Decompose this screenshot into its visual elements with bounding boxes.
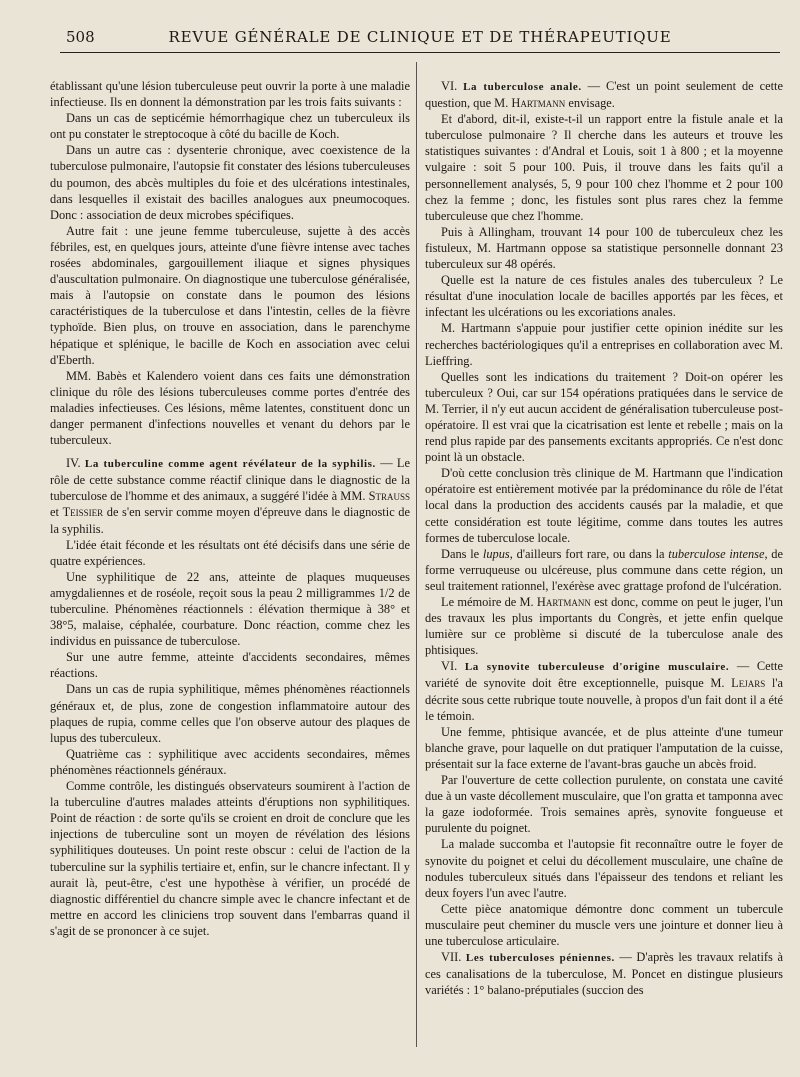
author-name: Hartmann [536,595,591,609]
author-name: Lejars [731,676,766,691]
text-run: — C'est un point seulement de cette question, que M. [425,79,783,111]
paragraph: MM. Babès et Kalendero voient dans ces faits une démonstration clinique du rôle des lésions tuberculeuses comme portes d'entrée des maladies infectieuses. Ces lésions, même latentes, constituent donc un danger permanent d'infections nouvelles et venant du dehors par le tuberculeux. [50,368,410,448]
paragraph: Puis à Allingham, trouvant 14 pour 100 de tuberculeux chez les fistuleux, M. Hartmann oppose sa statistique personnelle donnant 23 tuberculeux sur 48 opérés. [425,224,783,272]
paragraph: D'où cette conclusion très clinique de M. Hartmann que l'indication opératoire est entièrement motivée par la prédominance du rôle de l'état local dans la production des accidents causés par la maladie, et que cette considération est toute légitime, comme dans toutes les autres formes de tuberculose locale. [425,466,783,545]
paragraph: La malade succomba et l'autopsie fit reconnaître outre le foyer de synovite du poignet et celui du décollement musculaire, une chaîne de nodules tuberculeux situés dans l'épaisseur des tendons et reliant les deux foyers l'un avec l'autre. [425,837,783,900]
author-name: Strauss [368,489,410,504]
paragraph: Dans un cas de rupia syphilitique, mêmes phénomènes réactionnels généraux et, de plus, zone de congestion inflammatoire autour des plaques de rupia, comme celles que l'on observe autour des plaques de lupus des tuberculeux. [50,682,410,745]
text-run: l'a décrite sous cette rubrique toute nouvelle, à propos d'un fait dont il a été le témoin. [425,676,783,723]
paragraph: L'idée était féconde et les résultats ont été décisifs dans une série de quatre expériences. [50,537,410,568]
paragraph [425,546,783,594]
section-number: VI. [441,659,458,674]
left-column [50,78,410,1048]
italic-term: lupus [482,546,510,561]
section-number: IV. [66,456,81,471]
page-number: 508 [66,28,95,46]
text-run: — D'après les travaux relatifs à ces canalisations de la tuberculose, M. Poncet en distingue plusieurs variétés : 1° balano-préputiales (succion des [425,950,783,998]
text-run: , de forme verruqueuse ou ulcéreuse, plus commune dans cette région, un seul traitement rationnel, l'exérèse avec grattage profond de l'ulcération. [425,546,783,593]
section-title: La tuberculose anale. [463,81,582,93]
paragraph: Sur une autre femme, atteinte d'accidents secondaires, mêmes réactions. [50,650,410,681]
text-run: envisage. [565,96,615,111]
section-vii-paragraph [425,949,783,998]
text-run: — Cette variété de synovite doit être exceptionnelle, puisque M. [425,659,783,691]
text-run: de s'en servir comme moyen d'épreuve dans le diagnostic de la syphilis. [50,505,410,536]
right-column [425,78,783,1048]
paragraph: Quatrième cas : syphilitique avec accidents secondaires, mêmes phénomènes réactionnels généraux. [50,746,410,777]
paragraph: Comme contrôle, les distingués observateurs soumirent à l'action de la tuberculine d'autres malades atteints d'éruptions non syphilitiques. Point de réaction : de sorte qu'ils se croient en droit de conclure que les injections de tuberculine sont un moyen de révélation des lésions syphilitiques douteuses. Un point reste obscur : celui de l'action de la tuberculine sur la syphilis tertiaire et, enfin, sur le chancre infectant. Il y aurait là, peut-être, c'est une hypothèse à vérifier, un procédé de diagnostic différentiel du chancre simple avec le chancre infectant et de mettre en accord les cliniciens trop souvent dans l'embarras quand il s'agit de se prononcer à ce sujet. [50,779,410,938]
section-number: VII. [441,950,462,965]
italic-term: tuberculose intense [668,546,765,561]
paragraph: Et d'abord, dit-il, existe-t-il un rapport entre la fistule anale et la tuberculose pulmonaire ? Il cherche dans les auteurs et trouve les statistiques suivantes : d'Andral et Louis, soit 1 à 800 ; et la moyenne vulgaire : soit 5 pour 100. Puis, il trouve dans les faits qu'il a personnellement analysés, 5, 9 pour 100 chez l'homme et 2 pour 100 chez la femme ; donc, les fistules sont plus rares chez la femme tuberculeuse que chez l'homme. [425,112,783,223]
text-run: et [50,505,63,520]
paragraph: établissant qu'une lésion tuberculeuse peut ouvrir la porte à une maladie infectieuse. Ils en donnent la démonstration par les trois faits suivants : [50,79,410,110]
section-number: VI. [441,79,458,93]
text-run: — Le rôle de cette substance comme réactif clinique dans le diagnostic de la tuberculose de l'homme et des animaux, a suggéré l'idée à MM. [50,456,410,504]
text-run: est donc, comme on peut le juger, l'un des travaux les plus importants du Congrès, et jette enfin quelque lumière sur ce problème si discuté de la tuberculose anale des phtisiques. [425,595,783,658]
paragraph: Une syphilitique de 22 ans, atteinte de plaques muqueuses amygdaliennes et de roséole, reçoit sous la peau 2 milligrammes 1/2 de tuberculine. Phénomènes réactionnels : élévation thermique à 38° et 38°5, malaise, céphalée, courbature. Donc réaction, comme chez les individus en puissance de tuberculose. [50,569,410,649]
paragraph: Dans un cas de septicémie hémorrhagique chez un tuberculeux ils ont pu constater le streptocoque à côté du bacille de Koch. [50,111,410,142]
column-divider [416,62,417,1047]
paragraph: Une femme, phtisique avancée, et de plus atteinte d'une tumeur blanche grave, pour laquelle on dut pratiquer l'amputation de la cuisse, présentait sur la face externe de l'avant-bras gauche un abcès froid. [425,724,783,771]
author-name: Teissier [62,505,104,520]
text-run: Le mémoire de M. [441,595,537,609]
paragraph: Quelle est la nature de ces fistules anales des tuberculeux ? Le résultat d'une inoculation locale de bacilles apportés par les fèces, et infectant les ulcérations ou les excoriations anales. [425,273,783,320]
section-iv-paragraph [50,455,410,536]
paragraph: Quelles sont les indications du traitement ? Doit-on opérer les tuberculeux ? Oui, car sur 154 opérations pratiquées dans le service de M. Terrier, il n'y eut aucun accident de généralisation tuberculeuse post-opératoire. Il est vrai que la cicatrisation est lente et rebelle ; mais on la rend plus rapide par des pansements excitants appropriés. Ce n'est donc point là un obstacle. [425,369,783,465]
section-title: Les tuberculoses péniennes. [465,952,615,965]
section-vi-b-paragraph [425,658,783,723]
text-run: Dans le [441,546,483,561]
section-title: La synovite tuberculeuse d'origine musculaire. [464,661,730,674]
author-name: Hartmann [511,96,566,111]
paragraph: M. Hartmann s'appuie pour justifier cette opinion inédite sur les recherches bactériologiques qu'il a entreprises en collaboration avec M. Lieffring. [425,321,783,368]
text-run: , d'ailleurs fort rare, ou dans la [509,546,669,561]
section-title: La tuberculine comme agent révélateur de la syphilis. [84,458,376,471]
paragraph: Dans un autre cas : dysenterie chronique, avec coexistence de la tuberculose pulmonaire, l'autopsie fit constater des lésions tuberculeuses du poumon, des abcès multiples du foie et des ulcérations intestinales, dans lesquelles il existait des bacilles analogues aux pneumocoques. Donc : association de deux microbes spécifiques. [50,143,410,222]
page-header [60,28,780,53]
paragraph: Autre fait : une jeune femme tuberculeuse, sujette à des accès fébriles, est, en quelques jours, atteinte d'une fièvre intense avec taches rosées abdominales, gargouillement iliaque et signes physiques d'auscultation pulmonaire. On diagnostique une tuberculose généralisée, mais à l'autopsie on constate dans le poumon des lésions caractéristiques de la tuberculose et dans l'intestin, celles de la fièvre typhoïde. Bien plus, on trouve en association, dans le parenchyme hépatique et splénique, le bacille de Koch en association avec celui d'Eberth. [50,223,410,367]
paragraph: Cette pièce anatomique démontre donc comment un tubercule musculaire peut cheminer du muscle vers une jointure et donner lieu à une tuberculose articulaire. [425,901,783,948]
paragraph [425,594,783,658]
paragraph: Par l'ouverture de cette collection purulente, on constata une cavité due à un vaste décollement musculaire, que l'on gratta et tamponna avec la gaze iodoformée. Trois semaines après, synovite fongueuse et purulente du poignet. [425,773,783,836]
running-title: REVUE GÉNÉRALE DE CLINIQUE ET DE THÉRAPEUTIQUE [168,28,672,46]
section-vi-paragraph [425,78,783,111]
